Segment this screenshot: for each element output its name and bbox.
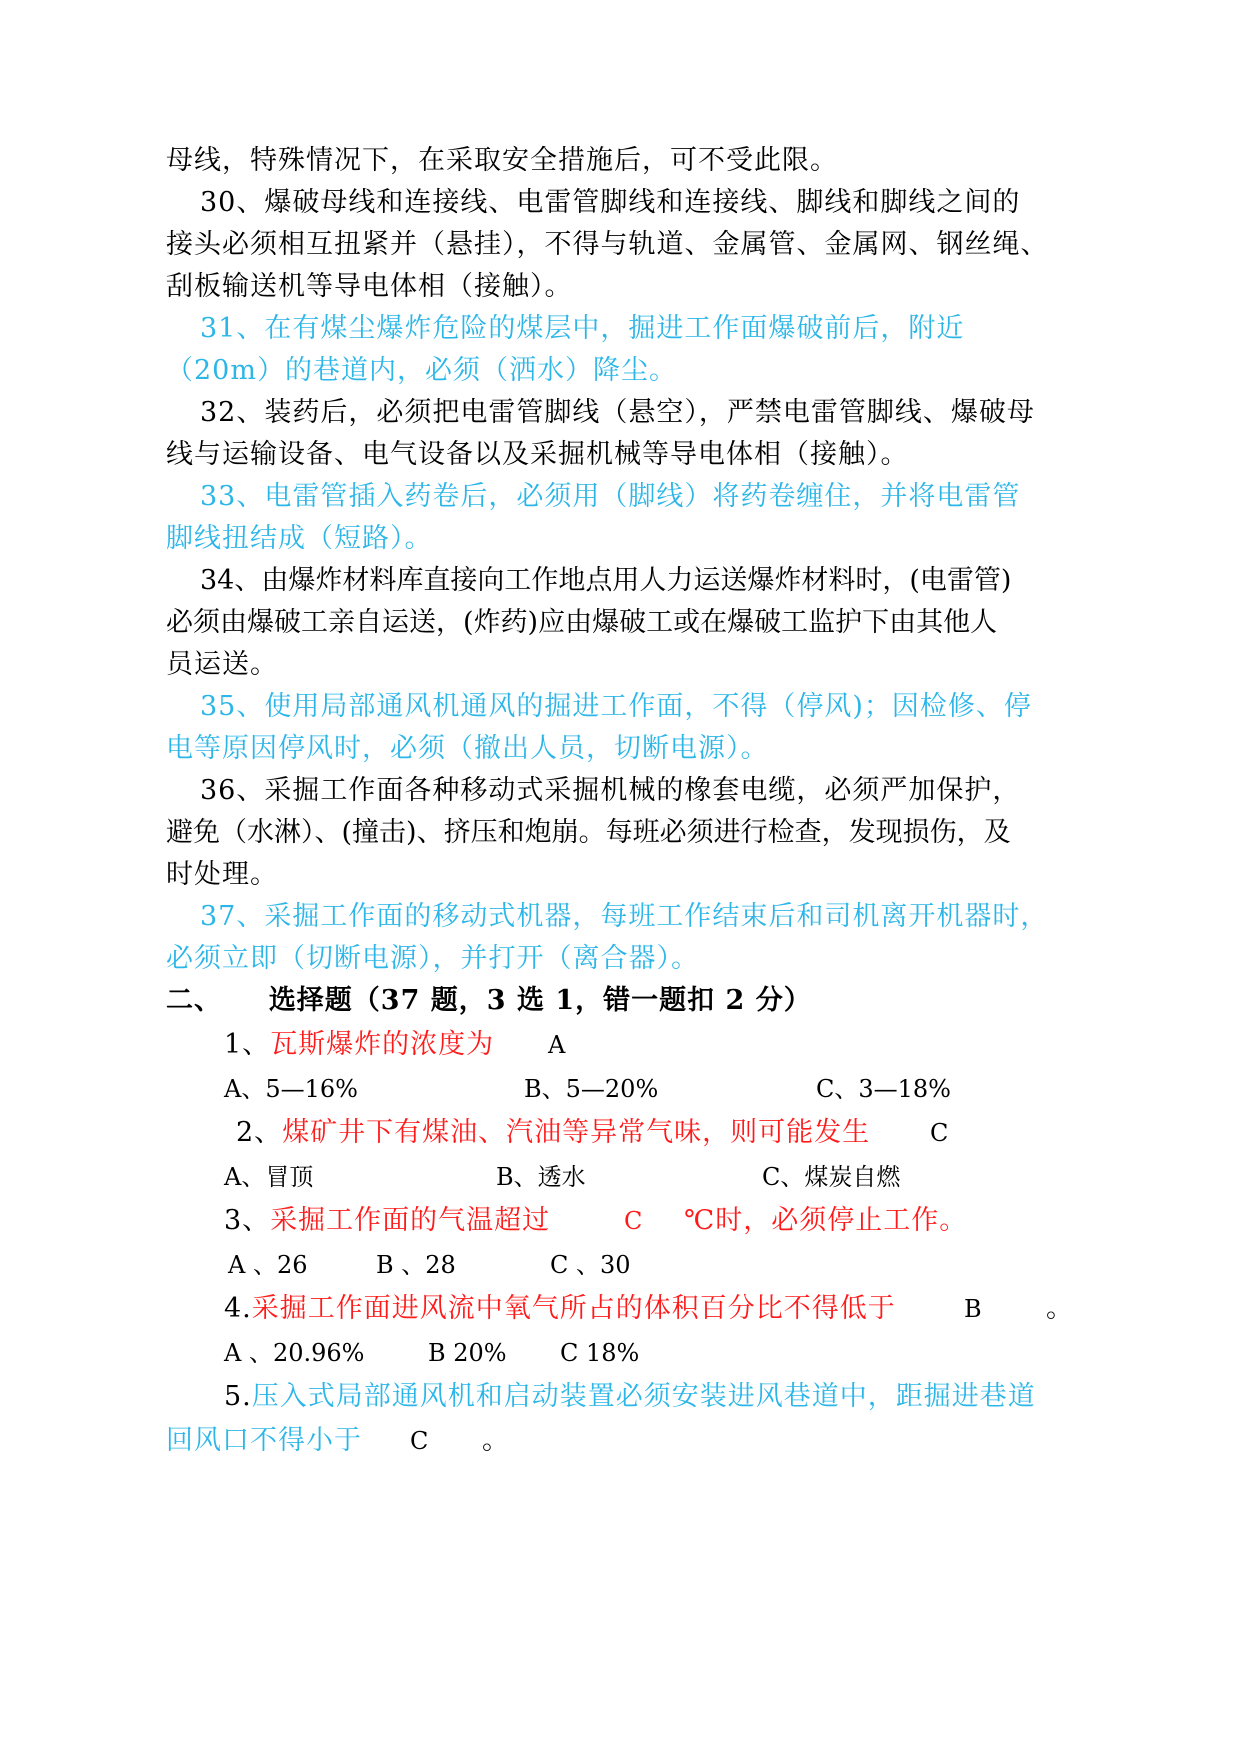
option-b: B 、28 xyxy=(376,1251,456,1279)
option-c: C 、30 xyxy=(550,1251,631,1279)
text-line: 34、由爆炸材料库直接向工作地点用人力运送爆炸材料时，(电雷管) xyxy=(200,565,1012,596)
question-text: 采掘工作面进风流中氧气所占的体积百分比不得低于 xyxy=(251,1293,896,1324)
option-c: C、煤炭自燃 xyxy=(762,1163,901,1191)
option-b: B、透水 xyxy=(496,1163,586,1191)
answer-mark: C xyxy=(624,1207,643,1235)
answer-mark: C xyxy=(930,1119,949,1147)
text-line: （20m）的巷道内，必须（洒水）降尘。 xyxy=(166,355,677,386)
answer-mark: C xyxy=(410,1427,429,1455)
text-line: 31、在有煤尘爆炸危险的煤层中，掘进工作面爆破前后，附近 xyxy=(200,313,965,344)
section-heading xyxy=(166,978,812,1024)
question-number: 5. xyxy=(224,1381,252,1412)
text-line: 脚线扭结成（短路）。 xyxy=(166,523,433,554)
text-line: 32、装药后，必须把电雷管脚线（悬空），严禁电雷管脚线、爆破母 xyxy=(200,397,1035,428)
text-line: 35、使用局部通风机通风的掘进工作面，不得（停风)；因检修、停 xyxy=(200,691,1032,722)
question-text: 煤矿井下有煤油、汽油等异常气味，则可能发生 xyxy=(282,1117,871,1148)
text-line: 33、电雷管插入药卷后，必须用（脚线）将药卷缠住，并将电雷管 xyxy=(200,481,1021,512)
text-line: 线与运输设备、电气设备以及采掘机械等导电体相（接触）。 xyxy=(166,439,909,470)
question-suffix: 。 xyxy=(1046,1293,1074,1324)
question-3 xyxy=(224,1198,550,1244)
question-4 xyxy=(224,1286,896,1332)
text-line: 37、采掘工作面的移动式机器，每班工作结束后和司机离开机器时， xyxy=(200,901,1049,932)
answer-mark: B xyxy=(964,1295,982,1323)
text-line: 接头必须相互扭紧并（悬挂），不得与轨道、金属管、金属网、钢丝绳、 xyxy=(166,229,1049,260)
section-number: 二、 xyxy=(166,985,222,1016)
option-a: A、5—16% xyxy=(224,1075,358,1103)
text-line: 电等原因停风时，必须（撤出人员，切断电源）。 xyxy=(166,733,769,764)
text-line: 必须立即（切断电源），并打开（离合器）。 xyxy=(166,943,699,974)
option-a: A 、26 xyxy=(228,1251,308,1279)
question-text: 采掘工作面的气温超过 xyxy=(270,1205,551,1236)
option-b: B 20% xyxy=(428,1339,507,1367)
question-5 xyxy=(224,1374,1036,1420)
text-line: 母线，特殊情况下，在采取安全措施后，可不受此限。 xyxy=(166,145,838,176)
answer-mark: A xyxy=(548,1031,566,1059)
text-line: 员运送。 xyxy=(166,649,278,680)
question-1 xyxy=(224,1022,494,1068)
question-text: 瓦斯爆炸的浓度为 xyxy=(270,1029,495,1060)
question-suffix: 。 xyxy=(482,1425,510,1456)
question-number: 3、 xyxy=(224,1205,271,1236)
option-a: A、冒顶 xyxy=(224,1163,314,1191)
question-suffix: ℃时，必须停止工作。 xyxy=(684,1205,968,1236)
option-c: C 18% xyxy=(560,1339,640,1367)
question-text-cont: 回风口不得小于 xyxy=(166,1425,362,1456)
text-line: 避免（水淋）、(撞击)、挤压和炮崩。每班必须进行检查，发现损伤，及 xyxy=(166,817,1011,848)
text-line: 刮板输送机等导电体相（接触）。 xyxy=(166,271,573,302)
text-line: 30、爆破母线和连接线、电雷管脚线和连接线、脚线和脚线之间的 xyxy=(200,187,1021,218)
question-number: 4. xyxy=(224,1293,252,1324)
question-number: 2、 xyxy=(236,1117,283,1148)
option-a: A 、20.96% xyxy=(224,1339,365,1367)
text-line: 必须由爆破工亲自运送，(炸药)应由爆破工或在爆破工监护下由其他人 xyxy=(166,607,998,638)
question-number: 1、 xyxy=(224,1029,271,1060)
text-line: 时处理。 xyxy=(166,859,278,890)
text-line: 36、采掘工作面各种移动式采掘机械的橡套电缆，必须严加保护， xyxy=(200,775,1021,806)
question-2 xyxy=(236,1110,870,1156)
section-title: 选择题（37 题，3 选 1，错一题扣 2 分） xyxy=(268,985,812,1016)
option-c: C、3—18% xyxy=(816,1075,951,1103)
option-b: B、5—20% xyxy=(524,1075,659,1103)
question-text: 压入式局部通风机和启动装置必须安装进风巷道中，距掘进巷道 xyxy=(251,1381,1036,1412)
